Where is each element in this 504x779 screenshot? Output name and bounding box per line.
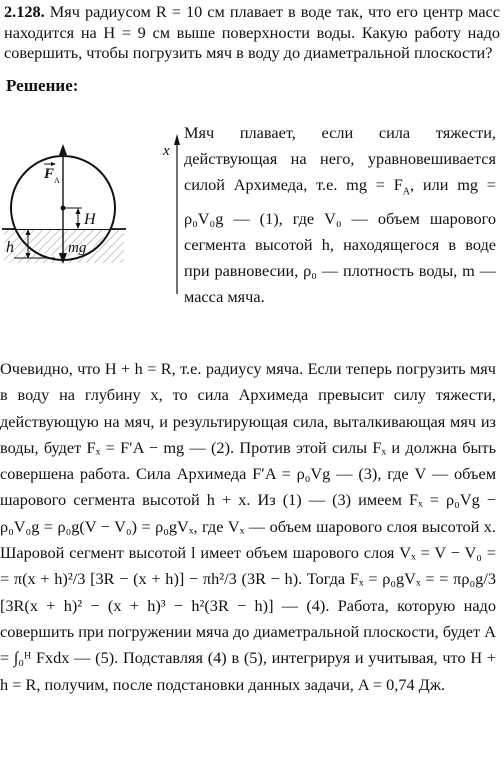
x-label: x — [163, 143, 170, 159]
ball-figure — [0, 128, 180, 298]
problem-number: 2.128. — [4, 2, 45, 21]
fa-sub-label: A — [54, 176, 60, 185]
column-text-sub: A — [402, 186, 411, 198]
solution-body — [0, 356, 496, 698]
solution-paragraph: Очевидно, что H + h = R, т.е. радиусу мяча. Если теперь погрузить мяч в воду на глубину x, то сила Архимеда превысит силу тяжести, действующую на мяч, и результирующая сила, выталкивающая мяч из воды, будет Fₓ = F′A − mg — (2). Против этой силы Fₓ и должна быть совершена работа. Сила Архимеда F′A = ρ₀Vg — (3), где V — объем шарового сегмента высотой h + x. Из (1) — (3) имеем Fₓ = ρ₀Vg − ρ₀V₀g = ρ₀g(V − V₀) = ρ₀gVₓ, где Vₓ — объем шарового слоя высотой x. Шаровой сегмент высотой l имеет объем шарового слоя Vₓ = V − V₀ = = π(x + h)²/3 [3R − (x + h)] − πh²/3 (3R − h). Тогда Fₓ = ρ₀gVₓ = = πρ₀g/3 [3R(x + h)² − (x + h)³ − h²(3R − h)] — (4). Работа, которую надо совершить при погружении мяча до диаметральной плоскости, будет A = ∫₀ᴴ Fxdx — (5). Подставляя (4) в (5), интегрируя и учитывая, что H + h = R, получим, после подстановки данных задачи, A = 0,74 Дж. — [0, 359, 496, 694]
mg-label: mg — [68, 240, 87, 256]
problem-text: Мяч радиусом R = 10 см плавает в воде так, что его центр масс находится на H = 9 см выше поверхности воды. Какую работу надо совершить, чтобы погрузить мяч в воду до диаметральной плоскости? — [4, 2, 501, 62]
column-text-part-1: Мяч плавает, если сила тяжести, действующая на него, уравновешивается силой Архимеда, т.е. mg = F — [184, 123, 496, 195]
H-label: H — [84, 211, 96, 228]
fa-label: F — [44, 166, 55, 182]
solution-column-text — [184, 120, 496, 311]
column-text-part-2: , или mg = ρ₀V₀g — (1), где V₀ — объем шарового сегмента высотой h, находящегося в воде при равновесии, ρ₀ — плотность воды, m — масса мяча. — [184, 175, 496, 307]
h-label: h — [6, 239, 14, 256]
problem-statement — [4, 2, 500, 64]
page — [4, 2, 500, 96]
solution-heading: Решение: — [6, 75, 79, 95]
